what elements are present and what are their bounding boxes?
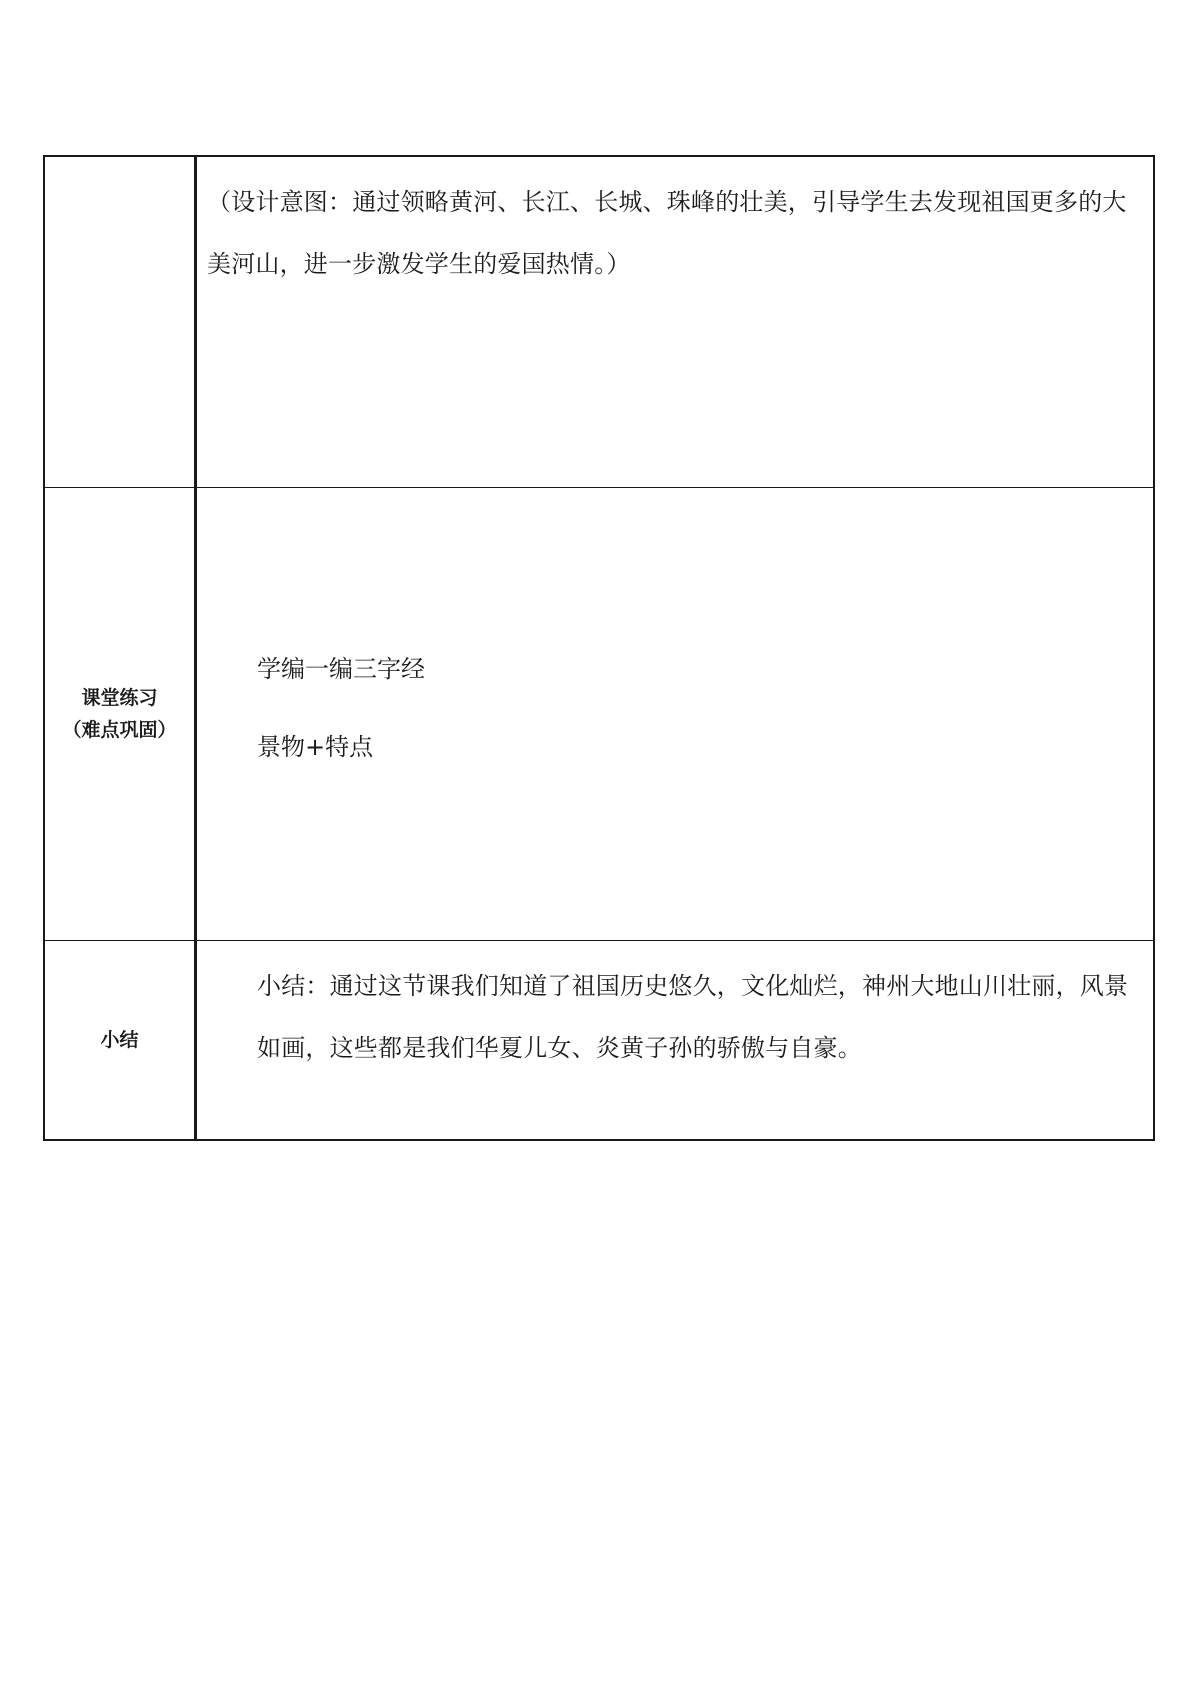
- lesson-plan-table: [43, 155, 1155, 1141]
- table-row-design-intent: [44, 156, 1154, 488]
- practice-line-2: 景物+特点: [257, 733, 374, 761]
- summary-text: 小结：通过这节课我们知道了祖国历史悠久，文化灿烂，神州大地山川壮丽，风景如画，这些都是我们华夏儿女、炎黄子孙的骄傲与自豪。: [257, 972, 1129, 1062]
- row-label-summary: 小结: [44, 941, 196, 1141]
- design-intent-cell: [196, 156, 1155, 488]
- practice-label-title: 课堂练习: [81, 687, 158, 709]
- row-label-design: [44, 156, 196, 488]
- practice-line-1: 学编一编三字经: [257, 655, 425, 683]
- summary-cell: [196, 941, 1155, 1141]
- practice-content: [197, 488, 1153, 786]
- design-intent-text: （设计意图：通过领略黄河、长江、长城、珠峰的壮美，引导学生去发现祖国更多的大美河山，进一步激发学生的爱国热情。）: [207, 188, 1127, 278]
- row-label-practice: [44, 488, 196, 941]
- practice-label-subtitle: （难点巩固）: [62, 719, 177, 741]
- table-row-practice: [44, 488, 1154, 941]
- practice-cell: [196, 488, 1155, 941]
- table-row-summary: [44, 941, 1154, 1141]
